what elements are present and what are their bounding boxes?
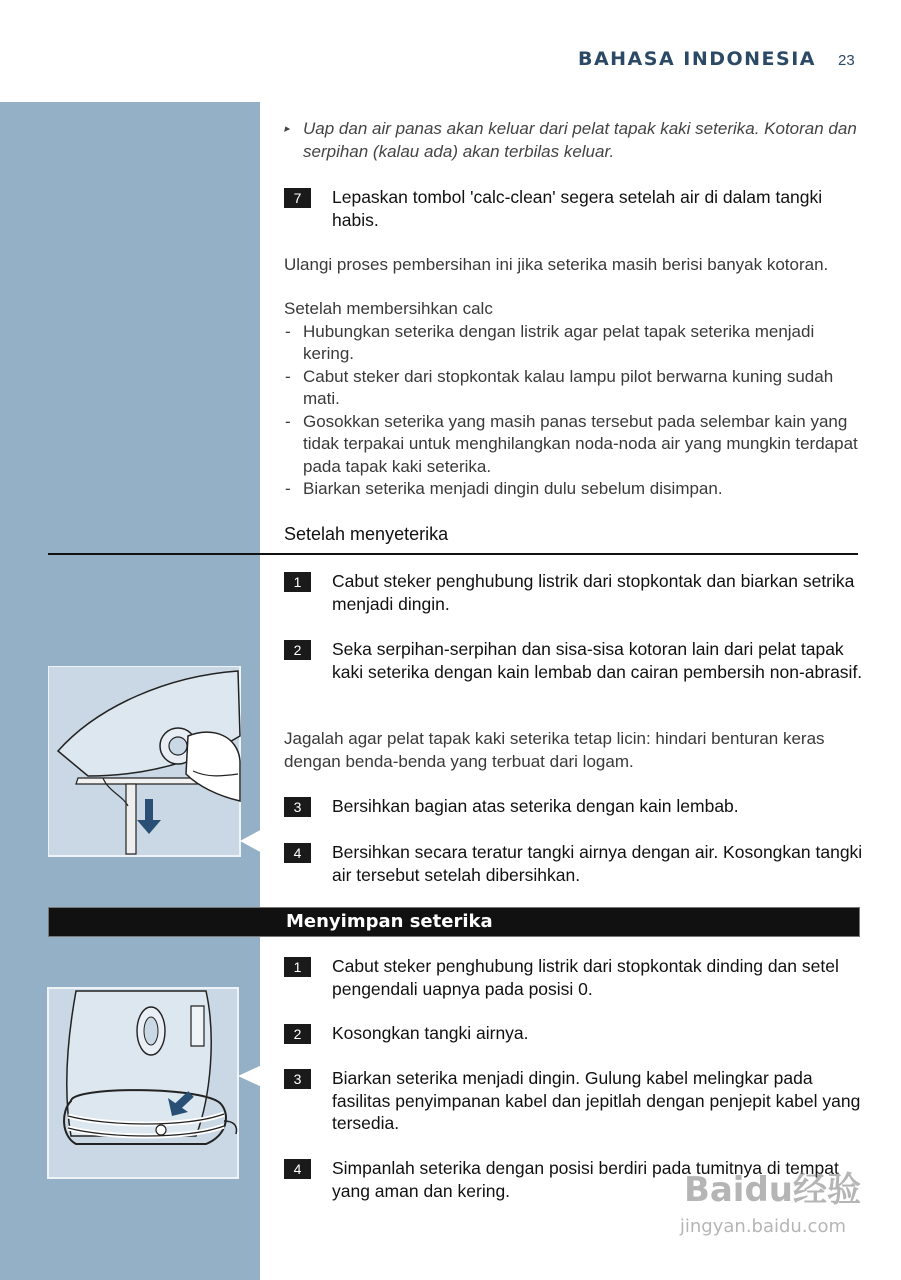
section-divider [48,553,858,555]
after-calc-section [284,298,864,501]
page-language-header: BAHASA INDONESIA [577,48,816,70]
step-number-badge: 1 [284,957,311,977]
page-number: 23 [838,52,855,69]
storage-step-1 [284,955,864,1000]
step-text: Bersihkan bagian atas seterika dengan kain lembab. [332,796,739,816]
after-calc-heading: Setelah membersihkan calc [284,299,493,318]
step-text: Biarkan seterika menjadi dingin. Gulung kabel melingkar pada fasilitas penyimpanan kabel dan jepitlah dengan penjepit kabel yang tersedia. [332,1068,861,1133]
list-item: - Gosokkan seterika yang masih panas tersebut pada selembar kain yang tidak terpakai untuk menghilangkan noda-noda air yang mungkin terdapat pada tapak kaki seterika. [285,411,858,476]
step-text: Cabut steker penghubung listrik dari stopkontak dan biarkan setrika menjadi dingin. [332,571,855,614]
storage-step-2 [284,1022,864,1045]
care-note: Jagalah agar pelat tapak kaki seterika tetap licin: hindari benturan keras dengan benda-benda yang terbuat dari logam. [284,729,825,771]
step-number-badge: 3 [284,797,311,817]
list-item: - Hubungkan seterika dengan listrik agar pelat tapak seterika menjadi kering. [285,321,815,363]
step-1 [284,570,864,615]
intro-bullet [284,118,864,163]
step-text: Simpanlah seterika dengan posisi berdiri pada tumitnya di tempat yang aman dan kering. [332,1158,839,1201]
step-number-badge: 2 [284,1024,311,1044]
step-text: Lepaskan tombol 'calc-clean' segera setelah air di dalam tangki habis. [332,187,823,230]
iron-storage-illustration [46,986,264,1180]
step-text: Kosongkan tangki airnya. [332,1023,529,1043]
step-text: Seka serpihan-serpihan dan sisa-sisa kotoran lain dari pelat tapak kaki seterika dengan kain lembab dan cairan pembersih non-abrasif. [332,639,863,682]
storage-step-3 [284,1067,864,1135]
intro-bullet-text: Uap dan air panas akan keluar dari pelat tapak kaki seterika. Kotoran dan serpihan (kalau ada) akan terbilas keluar. [303,119,857,161]
watermark-logo: Baidu经验 [683,1170,861,1210]
step-text: Cabut steker penghubung listrik dari stopkontak dinding dan setel pengendali uapnya pada posisi 0. [332,956,839,999]
step-number-badge: 4 [284,1159,311,1179]
step-text: Bersihkan secara teratur tangki airnya dengan air. Kosongkan tangki air tersebut setelah dibersihkan. [332,842,863,885]
step-number-badge: 7 [284,188,311,208]
step-3 [284,795,864,818]
step-2 [284,638,864,683]
step-number-badge: 3 [284,1069,311,1089]
section-band-storage [48,907,860,937]
step-number-badge: 1 [284,572,311,592]
triangle-bullet-icon: ▸ [284,123,290,135]
list-item: - Biarkan seterika menjadi dingin dulu sebelum disimpan. [285,479,723,498]
step-number-badge: 2 [284,640,311,660]
step-4 [284,841,864,886]
step-number-badge: 4 [284,843,311,863]
step-7 [284,186,864,231]
soleplate-cleaning-illustration [48,666,264,858]
storage-heading: Menyimpan seterika [286,911,493,932]
storage-step-4 [284,1157,864,1202]
list-item: - Cabut steker dari stopkontak kalau lampu pilot berwarna kuning sudah mati. [285,366,834,408]
watermark-url: jingyan.baidu.com [679,1216,846,1237]
section-heading-after-ironing: Setelah menyeterika [284,524,449,544]
repeat-note: Ulangi proses pembersihan ini jika seterika masih berisi banyak kotoran. [284,255,829,274]
